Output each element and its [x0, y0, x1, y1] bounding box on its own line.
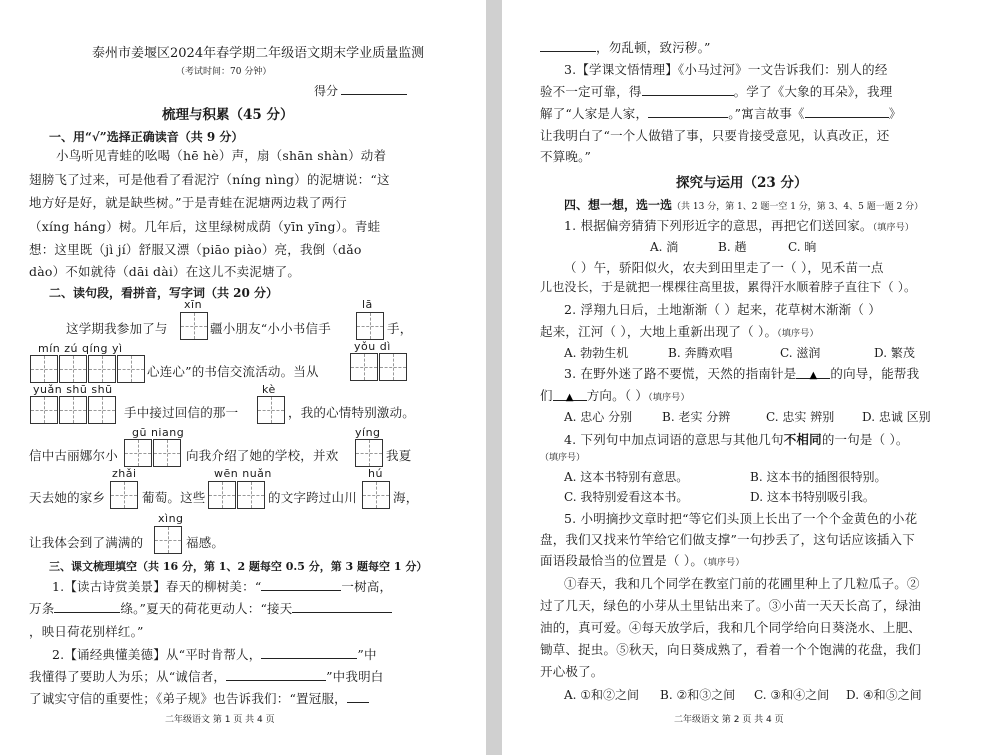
triangle-marker-icon: ▲ [565, 392, 574, 403]
q4-3-l2b-text: 方向。（ ） [586, 388, 649, 403]
q2-seg-15: 福感。 [186, 535, 225, 550]
q3-3-l3b-text: 。”寓言故事《 [728, 106, 805, 121]
q1-line-2: 翅膀飞了过来，可是他看了看泥泞（níng nìng）的泥塘说：“这 [29, 172, 390, 187]
q4-2-opt-b[interactable]: B. 奔腾欢唱 [668, 346, 733, 360]
blank-spring-willow[interactable] [261, 578, 341, 591]
q4-2-line-1: 2. 浮翔九日后，土地渐渐（ ）起来，花草树木渐渐（ ） [564, 302, 881, 317]
q4-title-score: （共 13 分，第 1、2 题一空 1 分，第 3、4、5 题一题 2 分） [672, 202, 924, 212]
q2-seg-4: 心连心”的书信交流活动。当从 [147, 364, 319, 379]
q2-seg-3: 手， [387, 321, 413, 336]
blank-zhi-nan-zhen[interactable] [796, 366, 830, 379]
write-box-shu1[interactable] [59, 396, 87, 424]
q4-2-opt-c[interactable]: C. 滋润 [780, 346, 821, 360]
write-box-zhai[interactable] [110, 481, 138, 509]
exam-page-1 [0, 0, 486, 755]
q3-l4a-text: 2.【诵经典懂美德】从“平时肯帮人， [52, 647, 262, 662]
blank-jie-tian[interactable] [292, 600, 392, 613]
write-box-wen[interactable] [208, 481, 236, 509]
write-box-yuan[interactable] [30, 396, 58, 424]
q4-5-passage-3: 油的，真可爱。④每天放学后，我和几个同学给向日葵浇水、上肥、 [540, 620, 922, 635]
pinyin-hu: hú [368, 467, 383, 480]
q2-seg-8: 向我介绍了她的学校，并欢 [186, 448, 339, 463]
q4-title [564, 194, 923, 213]
q2-seg-14: 让我体会到了满满的 [29, 535, 144, 550]
write-box-hu[interactable] [362, 481, 390, 509]
q4-2-opt-d[interactable]: D. 繁茂 [874, 346, 915, 360]
pinyin-xin: xīn [184, 298, 203, 311]
q3-l2b-text: 绦。”夏天的荷花更动人：“接天 [120, 601, 293, 616]
q3-l4b-text: ”中 [357, 647, 377, 662]
blank-fang-xiang[interactable] [553, 388, 587, 401]
write-box-niang[interactable] [153, 439, 181, 467]
q4-4-opt-b[interactable]: B. 这本书的插图很特别。 [750, 470, 887, 484]
write-box-yi[interactable] [117, 355, 145, 383]
q3-l5a-text: 我懂得了要助人为乐；从“诚信者， [29, 669, 227, 684]
pinyin-wen-nuan: wēn nuǎn [214, 467, 272, 480]
write-box-min[interactable] [30, 355, 58, 383]
q3-line-6 [29, 689, 369, 707]
pinyin-yuan-shu-shu: yuǎn shū shū [33, 383, 113, 396]
q3-line-1 [52, 577, 392, 595]
page2-footer: 二年级语文 第 2 页 共 4 页 [674, 715, 784, 725]
q1-line-5: 想：这里既（jì jí）舒服又漂（piāo piào）亮，我倒（dǎo [29, 242, 362, 257]
write-box-la[interactable] [356, 312, 384, 340]
q4-title-main: 四、想一想，选一选 [564, 198, 673, 212]
q4-5-l3-text: 面语段最恰当的位置是（ ）。 [540, 553, 704, 568]
pinyin-ying: yíng [355, 426, 381, 439]
write-box-qing[interactable] [88, 355, 116, 383]
q3-3-l2b-text: 。学了《大象的耳朵》，我理 [733, 84, 893, 99]
q4-1-opt-b[interactable]: B. 趟 [718, 240, 747, 254]
q3-line-3: ，映日荷花别样红。” [29, 624, 144, 639]
pinyin-xing: xìng [158, 512, 184, 525]
q3-line-4 [52, 645, 377, 663]
q4-2-line-2 [540, 322, 819, 340]
q2-seg-12: 的文字跨过山川 [268, 490, 357, 505]
q4-2-fill-tag: （填序号） [777, 329, 819, 339]
q4-3-opt-b[interactable]: B. 老实 分辨 [662, 410, 731, 424]
blank-cheng-xin[interactable] [226, 668, 326, 681]
q4-1-fill-tag: （填序号） [872, 223, 915, 233]
q4-4-fill-tag: （填序号） [540, 453, 586, 463]
q4-3-line-1 [564, 364, 919, 382]
p2-l0-text: ，勿乱顿，致污秽。” [596, 40, 711, 55]
write-box-di[interactable] [379, 353, 407, 381]
q2-seg-1: 这学期我参加了与 [66, 321, 168, 336]
part1-title: 梳理与积累（45 分） [162, 107, 294, 123]
write-box-zu[interactable] [59, 355, 87, 383]
q3-l1b-text: 一树高， [341, 579, 393, 594]
q2-title: 二、读句段，看拼音，写字词（共 20 分） [49, 286, 279, 300]
q1-line-6: dào）不如就待（dāi dài）在这儿不卖泥塘了。 [29, 264, 301, 279]
q2-seg-11: 葡萄。这些 [142, 490, 206, 505]
q3-l6-text: 了诚实守信的重要性；《弟子规》也告诉我们：“置冠服， [29, 691, 347, 706]
write-box-ke[interactable] [257, 396, 285, 424]
q3-3-l3a-text: 解了“人家是人家， [540, 106, 649, 121]
write-box-ying[interactable] [355, 439, 383, 467]
q4-4-line-1 [564, 430, 909, 448]
q4-2-opt-a[interactable]: A. 勃勃生机 [564, 346, 629, 360]
q4-5-opt-b[interactable]: B. ②和③之间 [660, 688, 736, 702]
q3-l1-text: 1.【读古诗赏美景】春天的柳树美：“ [52, 579, 262, 594]
q4-1-opt-c[interactable]: C. 晌 [788, 240, 817, 254]
blank-ping-shi[interactable] [261, 646, 357, 659]
q3-line-5 [29, 667, 383, 685]
q4-4-emphasis: 不相同 [783, 432, 822, 447]
q4-1-line-2: 儿也没长，于是就把一棵棵往高里拔，累得汗水顺着脖子直往下（ ）。 [540, 280, 917, 294]
pinyin-you-di: yǒu dì [354, 340, 391, 353]
exam-title: 泰州市姜堰区2024年春学期二年级语文期末学业质量监测 [92, 46, 425, 61]
q1-line-3: 地方好是好，就是缺些树。”于是青蛙在泥塘两边栽了两行 [29, 195, 347, 210]
q4-1-stem [564, 216, 914, 234]
q4-5-passage-4: 锄草、捉虫。⑤秋天，向日葵成熟了，看着一个个饱满的花盘，我们 [540, 642, 922, 657]
q4-5-passage-2: 过了几天，绿色的小芽从土里钻出来了。③小苗一天天长高了，绿油 [540, 598, 922, 613]
q4-5-opt-c[interactable]: C. ③和④之间 [754, 688, 830, 702]
q3-3-l2a-text: 验不一定可靠，得 [540, 84, 642, 99]
page-gap [486, 0, 502, 755]
q2-seg-6: ，我的心情特别激动。 [288, 405, 416, 420]
exam-page-2 [502, 0, 988, 755]
write-box-nuan[interactable] [237, 481, 265, 509]
q2-seg-9: 我夏 [386, 448, 412, 463]
q4-5-line-1: 5. 小明摘抄文章时把“等它们头顶上长出了一个个金黄色的小花 [564, 511, 918, 526]
q4-3-opt-c[interactable]: C. 忠实 辨别 [766, 410, 835, 424]
q4-4-l1a-text: 4. 下列句中加点词语的意思与其他几句 [564, 432, 784, 447]
score-blank[interactable] [341, 82, 407, 95]
q3-title: 三、课文梳理填空（共 16 分，第 1、2 题每空 0.5 分，第 3 题每空 1 分） [49, 560, 428, 573]
blank-da-xiang[interactable] [648, 105, 728, 118]
q4-3-l1b-text: 的向导，能帮我 [830, 366, 920, 381]
q4-5-passage-5: 开心极了。 [540, 664, 604, 679]
blank-zhi-guan-fu[interactable] [347, 690, 369, 703]
write-box-xin[interactable] [180, 312, 208, 340]
q3-line-2 [29, 599, 392, 617]
page1-footer: 二年级语文 第 1 页 共 4 页 [165, 715, 275, 725]
q2-seg-2: 疆小朋友“小小书信手 [210, 321, 331, 336]
pinyin-gu-niang: gū niang [132, 426, 185, 439]
q4-1-stem-text: 1. 根据偏旁猜猜下列形近字的意思，再把它们送回家。 [564, 218, 873, 233]
pinyin-ke: kè [262, 383, 276, 396]
triangle-marker-icon: ▲ [809, 370, 818, 381]
score-label-text: 得分 [314, 84, 339, 98]
q3-3-line-4: 让我明白了“一个人做错了事，只要肯接受意见，认真改正，还 [540, 128, 890, 143]
blank-xiao-ma[interactable] [642, 83, 734, 96]
q4-2-l2-text: 起来，江河（ ），大地上重新出现了（ ）。 [540, 324, 778, 339]
q4-3-opt-a[interactable]: A. 忠心 分别 [564, 410, 633, 424]
q4-3-fill-tag: （填序号） [648, 393, 690, 403]
q4-5-line-3 [540, 551, 745, 569]
q4-3-line-2 [540, 386, 690, 404]
write-box-xing[interactable] [154, 526, 182, 554]
q1-line-4: （xíng háng）树。几年后，这里绿树成荫（yīn yīng）。青蛙 [29, 219, 381, 234]
part2-title: 探究与运用（23 分） [676, 175, 808, 191]
q4-3-l2a-text: 们 [540, 388, 553, 403]
q4-4-opt-d[interactable]: D. 这本书特别吸引我。 [750, 490, 875, 504]
q2-seg-10: 天去她的家乡 [29, 490, 106, 505]
q4-3-opt-d[interactable]: D. 忠诚 区别 [862, 410, 931, 424]
q2-seg-7: 信中古丽娜尔小 [29, 448, 118, 463]
q4-3-l1a-text: 3. 在野外迷了路不要慌，天然的指南针是 [564, 366, 797, 381]
q4-5-line-2: 盘，我们又找来竹竿给它们做支撑”一句抄丢了，这句话应该插入下 [540, 532, 915, 547]
write-box-gu[interactable] [124, 439, 152, 467]
q2-seg-13: 海， [393, 490, 419, 505]
q4-4-opt-c[interactable]: C. 我特别爱看这本书。 [564, 490, 689, 504]
pinyin-zhai: zhǎi [112, 467, 137, 480]
exam-time: （考试时间：70 分钟） [176, 67, 272, 77]
blank-zhi-guan-fu-cont[interactable] [540, 39, 596, 52]
q2-seg-5: 手中接过回信的那一 [124, 405, 239, 420]
blank-fable[interactable] [805, 105, 889, 118]
pinyin-min-zu-qing-yi: mín zú qíng yì [38, 342, 123, 355]
q3-3-l3c-text: 》 [888, 106, 902, 121]
write-box-you[interactable] [350, 353, 378, 381]
q4-5-passage-1: ①春天，我和几个同学在教室门前的花圃里种上了几粒瓜子。② [564, 576, 920, 591]
q1-title: 一、用“√”选择正确读音（共 9 分） [49, 130, 244, 144]
q3-3-line-5: 不算晚。” [540, 149, 592, 164]
q4-5-opt-a[interactable]: A. ①和②之间 [564, 688, 640, 702]
q1-line-1: 小鸟听见青蛙的吆喝（hē hè）声，扇（shān shàn）动着 [56, 148, 387, 163]
q3-3-line-3 [540, 104, 901, 122]
q4-5-fill-tag: （填序号） [703, 558, 745, 568]
q4-5-opt-d[interactable]: D. ④和⑤之间 [846, 688, 922, 702]
p2-line-0 [540, 38, 711, 56]
write-box-shu2[interactable] [88, 396, 116, 424]
q4-1-opt-a[interactable]: A. 淌 [650, 240, 679, 254]
pinyin-la: lā [362, 298, 373, 311]
q3-l5b-text: ”中我明白 [326, 669, 384, 684]
q3-3-line-2 [540, 82, 892, 100]
q3-l2a-text: 万条 [29, 601, 55, 616]
q4-1-line-1: （ ）午，骄阳似火，农夫到田里走了一（ ），见禾苗一点 [564, 260, 884, 275]
blank-wan-tiao[interactable] [54, 600, 120, 613]
score-label [314, 82, 407, 99]
q4-4-l1c-text: 的一句是（ ）。 [821, 432, 909, 447]
q3-3-line-1: 3.【学课文悟情理】《小马过河》一文告诉我们：别人的经 [564, 62, 888, 77]
q4-4-opt-a[interactable]: A. 这本书特别有意思。 [564, 470, 689, 484]
